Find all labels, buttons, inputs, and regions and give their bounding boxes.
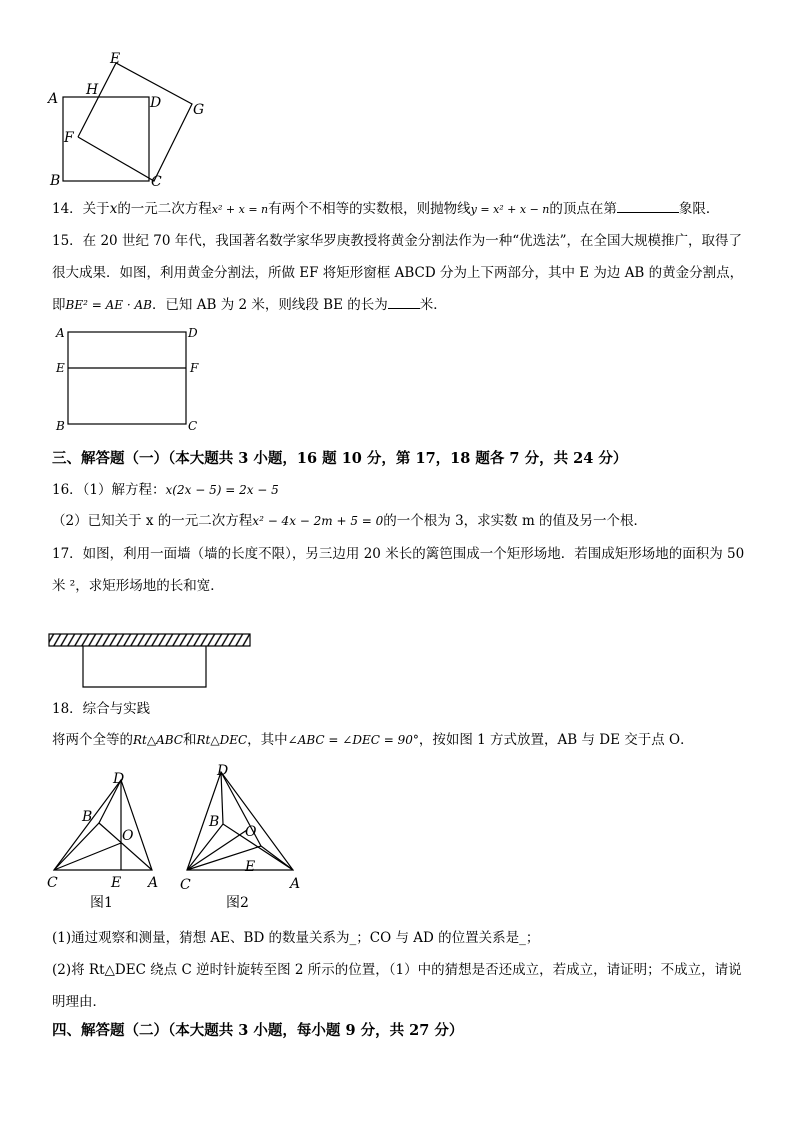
question-18-part2-line1: (2)将 Rt△DEC 绕点 C 逆时针旋转至图 2 所示的位置，（1）中的猜想是否还成立，若成立，请证明；不成立，请说: [52, 962, 742, 978]
section-4-title: 四、解答题（二）（本大题共 3 小题，每小题 9 分，共 27 分）: [52, 1022, 464, 1039]
question-16-part1: 16．（1）解方程：x(2x − 5) = 2x − 5: [52, 482, 279, 498]
wall: [49, 634, 250, 646]
q15-equation: BE² = AE · AB: [65, 298, 152, 312]
question-17-line1: 17．如图，利用一面墙（墙的长度不限），另三边用 20 米长的篱笆围成一个矩形场地．若围成矩形场地的面积为 50: [52, 546, 745, 562]
label-B: B: [82, 809, 93, 825]
label-O: O: [122, 828, 134, 844]
label-E: E: [111, 875, 122, 891]
figure-golden-rectangle: [50, 322, 210, 434]
figure-1-caption: 图1: [90, 895, 113, 911]
section-3-title: 三、解答题（一）（本大题共 3 小题，16 题 10 分，第 17，18 题各 7 分，共 24 分）: [52, 450, 628, 467]
question-15-line1: 15．在 20 世纪 70 年代，我国著名数学家华罗庚教授将黄金分割法作为一种“优选法”，在全国大规模推广，取得了: [52, 233, 743, 249]
question-18-intro: 将两个全等的Rt△ABC和Rt△DEC，其中∠ABC = ∠DEC = 90°，按如图 1 方式放置，AB 与 DE 交于点 O．: [52, 732, 694, 748]
label-A: A: [48, 91, 59, 107]
label-E: E: [245, 859, 256, 875]
label-D: D: [217, 763, 229, 779]
figure-wall-fence: [46, 630, 256, 692]
label-A: A: [56, 326, 65, 340]
label-C: C: [180, 877, 191, 893]
figure-2-caption: 图2: [226, 895, 249, 911]
label-G: G: [193, 102, 205, 118]
question-18-part1: (1)通过观察和测量，猜想 AE、BD 的数量关系为_；CO 与 AD 的位置关系是_；: [52, 930, 540, 946]
label-B: B: [56, 419, 65, 433]
label-D: D: [113, 771, 125, 787]
q14-parabola: y = x² + x − n: [470, 203, 550, 216]
q16-equation-1: x(2x − 5) = 2x − 5: [165, 483, 279, 497]
label-F: F: [190, 361, 199, 375]
question-18-title: 18．综合与实践: [52, 701, 151, 717]
label-O: O: [245, 824, 257, 840]
label-H: H: [86, 82, 99, 98]
label-D: D: [150, 95, 162, 111]
figure-square-rotated: [40, 50, 220, 190]
question-16-part2: （2）已知关于 x 的一元二次方程x² − 4x − 2m + 5 = 0的一个根为 3，求实数 m 的值及另一个根．: [52, 513, 648, 529]
label-C: C: [151, 174, 162, 190]
question-15-line3: 即BE² = AE · AB．已知 AB 为 2 米，则线段 BE 的长为 米．: [52, 297, 447, 313]
q14-equation: x² + x = n: [211, 203, 269, 216]
label-B: B: [209, 814, 220, 830]
question-17-line2: 米 ²，求矩形场地的长和宽．: [52, 578, 224, 594]
q14-answer-blank[interactable]: [617, 200, 679, 213]
question-14: 14．关于x的一元二次方程x² + x = n有两个不相等的实数根，则抛物线y = x² + x − n的顶点在第 象限．: [52, 201, 720, 217]
label-E: E: [110, 51, 121, 67]
label-B: B: [50, 173, 61, 189]
label-F: F: [64, 130, 74, 146]
label-D: D: [188, 326, 198, 340]
q15-answer-blank[interactable]: [388, 296, 420, 309]
label-A: A: [148, 875, 159, 891]
label-C: C: [47, 875, 58, 891]
q16-equation-2: x² − 4x − 2m + 5 = 0: [252, 514, 384, 528]
question-18-part2-line2: 明理由．: [52, 994, 106, 1010]
question-15-line2: 很大成果．如图，利用黄金分割法，所做 EF 将矩形窗框 ABCD 分为上下两部分，其中 E 为边 AB 的黄金分割点，: [52, 265, 744, 281]
fence: [83, 646, 206, 687]
label-E: E: [56, 361, 65, 375]
figure-2: [175, 760, 315, 915]
figure-1: [44, 765, 174, 915]
label-C: C: [188, 419, 198, 433]
label-A: A: [290, 876, 301, 892]
